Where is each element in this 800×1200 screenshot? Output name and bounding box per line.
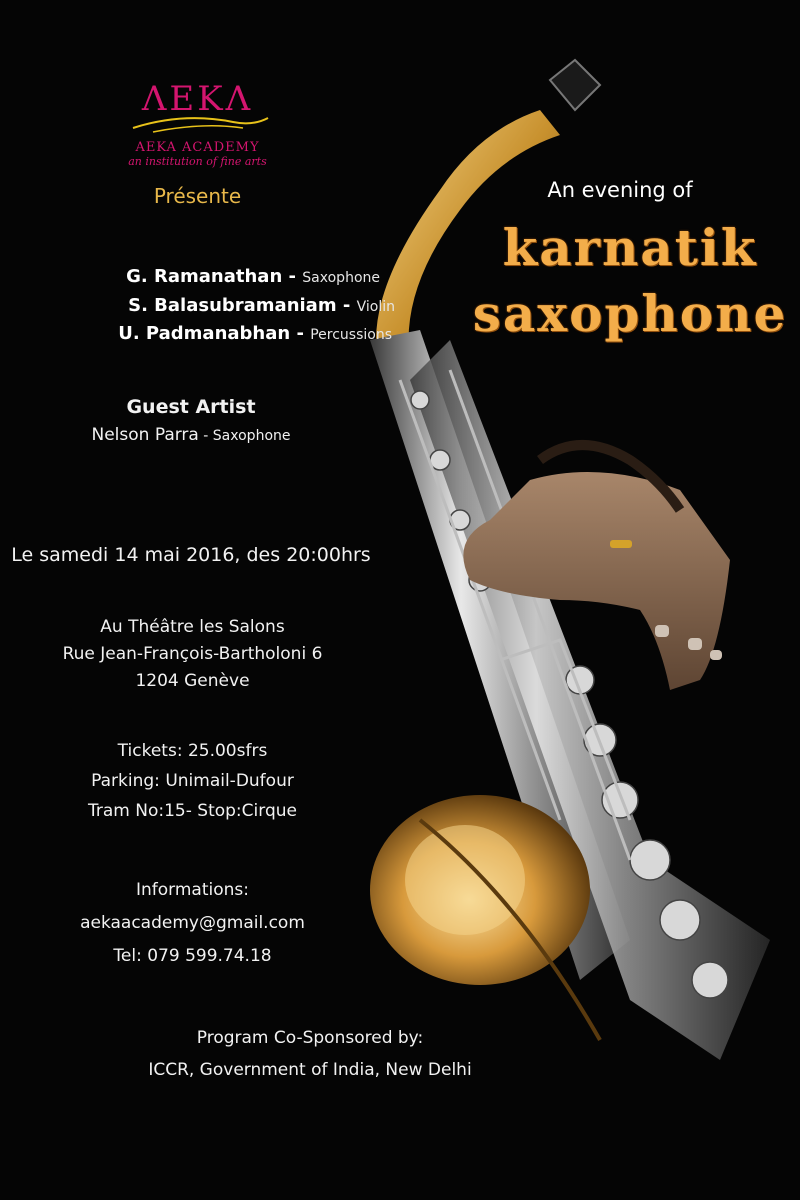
contact-heading: Informations: <box>136 880 249 900</box>
artist-row <box>0 266 380 287</box>
artist-role: Percussions <box>310 327 392 343</box>
artist-name: G. Ramanathan <box>126 266 283 287</box>
saxophone-image <box>300 40 800 1150</box>
guest-name: Nelson Parra <box>91 425 199 445</box>
parking-line: Parking: Unimail-Dufour <box>91 771 294 791</box>
artist-separator: - <box>290 323 311 344</box>
logo-mark: ΛΕΚΛ <box>141 79 254 119</box>
sponsor-heading: Program Co-Sponsored by: <box>196 1028 424 1048</box>
artist-name: U. Padmanabhan <box>118 323 291 344</box>
artist-row <box>0 323 392 344</box>
tram-line: Tram No:15- Stop:Cirque <box>88 801 297 821</box>
presente-label: Présente <box>153 184 242 208</box>
artist-name: S. Balasubramaniam <box>128 295 337 316</box>
guest-heading: Guest Artist <box>126 396 256 418</box>
artist-role: Saxophone <box>302 270 380 286</box>
artist-role: Violin <box>356 299 395 315</box>
event-date: Le samedi 14 mai 2016, des 20:00hrs <box>11 544 371 566</box>
title-intro: An evening of <box>547 178 693 202</box>
sponsor-name: ICCR, Government of India, New Delhi <box>148 1060 472 1080</box>
artist-row <box>0 295 395 316</box>
sponsor-block <box>100 1022 520 1086</box>
venue-block <box>0 614 385 695</box>
venue-line: Rue Jean-François-Bartholoni 6 <box>62 644 323 664</box>
practical-info <box>0 736 385 826</box>
venue-line: Au Théâtre les Salons <box>100 617 285 637</box>
tickets-line: Tickets: 25.00sfrs <box>117 741 268 761</box>
contact-phone: Tel: 079 599.74.18 <box>113 946 272 966</box>
contact-block <box>0 874 385 973</box>
artist-separator: - <box>336 295 357 316</box>
contact-email: aekaacademy@gmail.com <box>80 913 305 933</box>
guest-artist <box>0 425 382 445</box>
title-line-2: saxophone <box>472 284 788 343</box>
title-line-1: karnatik <box>502 218 758 277</box>
venue-line: 1204 Genève <box>135 671 250 691</box>
logo-academy-name: AEKA ACADEMY <box>135 140 260 155</box>
logo-tagline: an institution of fine arts <box>128 155 267 168</box>
guest-role: - Saxophone <box>198 428 291 444</box>
aeka-logo <box>110 79 285 168</box>
artist-separator: - <box>282 266 303 287</box>
